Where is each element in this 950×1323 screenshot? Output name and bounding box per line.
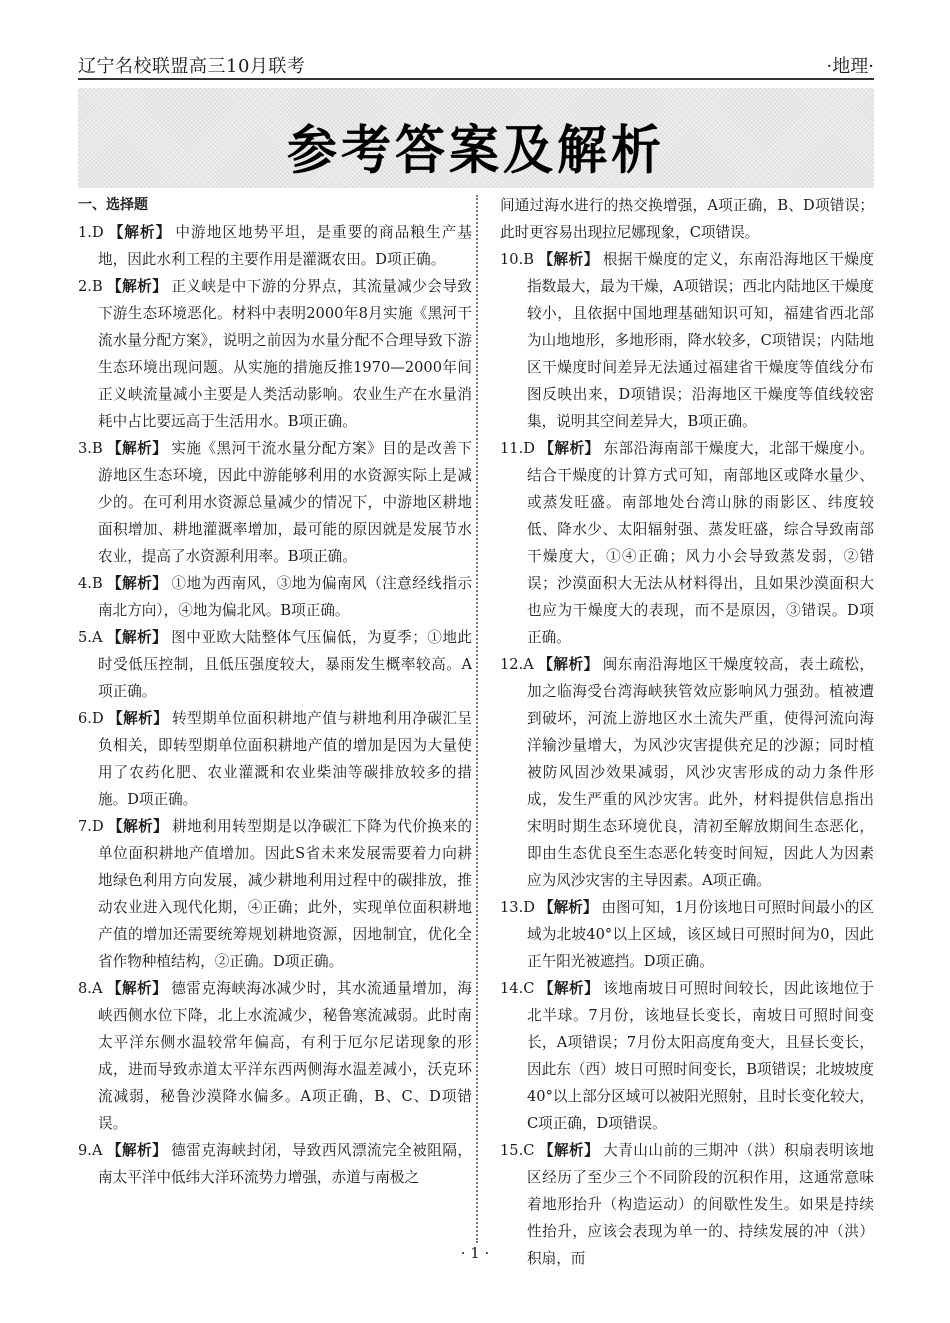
answer-item — [500, 246, 874, 435]
answer-letter: D — [91, 224, 104, 241]
answer-item — [78, 1137, 472, 1191]
answer-letter: D — [523, 440, 535, 457]
answer-letter: B — [91, 278, 103, 295]
question-number: 14. — [500, 980, 524, 997]
analysis-tag: 【解析】 — [107, 224, 172, 241]
page-title: 参考答案及解析 — [287, 119, 665, 181]
analysis-text: 正义峡是中下游的分界点，其流量减少会导致下游生态环境恶化。材料中表明2000年8月实施《黑河干流水量分配方案》，说明之前因为水量分配不合理导致下游生态环境出现问题。从实施的措施反推1970—2000年间正义峡流量减小主要是人类活动影响。农业生产在水量消耗中占比要远高于生活用水。B项正确。 — [98, 278, 472, 430]
answer-letter: D — [91, 818, 104, 835]
answer-letter: A — [91, 980, 103, 997]
analysis-text: 耕地利用转型期是以净碳汇下降为代价换来的单位面积耕地产值增加。因此S省未来发展需要着力向耕地绿色利用方向发展，减少耕地利用过程中的碳排放，推动农业进入现代化期，④正确；此外，实现单位面积耕地产值的增加还需要统筹规划耕地资源，因地制宜，优化全省作物种植结构，②正确。D项正确。 — [98, 818, 472, 970]
analysis-tag: 【解析】 — [537, 251, 599, 268]
question-number: 10. — [500, 251, 524, 268]
answer-item — [78, 570, 472, 624]
analysis-text: 转型期单位面积耕地产值与耕地利用净碳汇呈负相关，即转型期单位面积耕地产值的增加是因为大量使用了农药化肥、农业灌溉和农业柴油等碳排放较多的措施。D项正确。 — [98, 710, 472, 808]
analysis-tag: 【解析】 — [106, 980, 168, 997]
answer-item — [78, 219, 472, 273]
analysis-tag: 【解析】 — [106, 1142, 168, 1159]
answer-item — [500, 651, 874, 894]
question-number: 3. — [78, 440, 92, 457]
answer-letter: D — [91, 710, 104, 727]
analysis-text: 德雷克海峡海冰减少时，其水流通量增加，海峡西侧水位下降，北上水流减少，秘鲁寒流减弱。此时南太平洋东侧水温较常年偏高，有利于厄尔尼诺现象的形成，进而导致赤道太平洋东西两侧海水温差减小，沃克环流减弱，秘鲁沙漠降水偏多。A项正确，B、C、D项错误。 — [98, 980, 472, 1132]
analysis-tag: 【解析】 — [106, 629, 168, 646]
answer-letter: C — [523, 1142, 535, 1159]
page-number: · 1 · — [460, 1244, 490, 1262]
exam-name: 辽宁名校联盟高三10月联考 — [78, 56, 306, 77]
answer-item — [500, 894, 874, 975]
question-list-left — [78, 219, 472, 1191]
answer-letter: C — [523, 980, 535, 997]
answer-letter: B — [91, 575, 103, 592]
analysis-text: 德雷克海峡封闭，导致西风漂流完全被阻隔，南太平洋中低纬大洋环流势力增强，赤道与南极之 — [98, 1142, 472, 1186]
question-number: 12. — [500, 656, 524, 673]
analysis-text: ①地为西南风，③地为偏南风（注意经线指示南北方向），④地为偏北风。B项正确。 — [98, 575, 472, 619]
analysis-tag: 【解析】 — [538, 899, 598, 916]
analysis-tag: 【解析】 — [538, 440, 600, 457]
answer-letter: D — [523, 899, 535, 916]
page-header — [78, 50, 874, 80]
analysis-text: 大青山山前的三期冲（洪）积扇表明该地区经历了至少三个不同阶段的沉积作用，这通常意味着地形抬升（构造运动）的间歇性发生。如果是持续性抬升，应该会表现为单一的、持续发展的冲（洪）积扇，而 — [527, 1142, 874, 1267]
answer-letter: B — [91, 440, 103, 457]
analysis-text: 中游地区地势平坦，是重要的商品粮生产基地，因此水利工程的主要作用是灌溉农田。D项正确。 — [98, 224, 472, 268]
question-number: 7. — [78, 818, 92, 835]
answer-item — [78, 435, 472, 570]
analysis-text: 由图可知，1月份该地日可照时间最小的区域为北坡40°以上区域，该区域日可照时间为0，因此正午阳光被遮挡。D项正确。 — [527, 899, 874, 970]
analysis-tag: 【解析】 — [107, 818, 169, 835]
answer-item — [78, 273, 472, 435]
analysis-tag: 【解析】 — [106, 278, 168, 295]
question-number: 9. — [78, 1142, 92, 1159]
left-column — [78, 192, 472, 1191]
analysis-tag: 【解析】 — [106, 575, 168, 592]
subject-label: ·地理· — [826, 56, 874, 77]
answer-letter: A — [523, 656, 534, 673]
question-number: 2. — [78, 278, 92, 295]
analysis-text: 实施《黑河干流水量分配方案》目的是改善下游地区生态环境，因此中游能够利用的水资源实际上是减少的。在可利用水资源总量减少的情况下，中游地区耕地面积增加、耕地灌溉率增加，最可能的原因就是发展节水农业，提高了水资源利用率。B项正确。 — [98, 440, 472, 565]
answer-item — [78, 813, 472, 975]
answer-item — [500, 435, 874, 651]
answer-letter: A — [91, 629, 103, 646]
analysis-text: 东部沿海南部干燥度大，北部干燥度小。结合干燥度的计算方式可知，南部地区或降水量少、或蒸发旺盛。南部地处台湾山脉的雨影区、纬度较低、降水少、太阳辐射强、蒸发旺盛，综合导致南部干燥度大，①④正确；风力小会导致蒸发弱，②错误；沙漠面积大无法从材料得出，且如果沙漠面积大也应为干燥度大的表现，而不是原因，③错误。D项正确。 — [527, 440, 874, 646]
question-number: 8. — [78, 980, 92, 997]
question-number: 4. — [78, 575, 92, 592]
answer-letter: B — [523, 251, 534, 268]
analysis-text: 图中亚欧大陆整体气压偏低，为夏季；①地此时受低压控制，且低压强度较大，暴雨发生概率较高。A项正确。 — [98, 629, 472, 700]
question-number: 13. — [500, 899, 524, 916]
analysis-tag: 【解析】 — [537, 656, 599, 673]
section-title: 一、选择题 — [78, 197, 148, 213]
question-number: 5. — [78, 629, 92, 646]
answer-item — [500, 975, 874, 1137]
analysis-text: 该地南坡日可照时间较长，因此该地位于北半球。7月份，该地昼长变长，南坡日可照时间变长，A项错误；7月份太阳高度角变大，且昼长变长，因此东（西）坡日可照时间变长，B项错误；北坡坡度40°以上部分区域可以被阳光照射，且时长变化较大，C项正确，D项错误。 — [527, 980, 874, 1132]
analysis-tag: 【解析】 — [107, 710, 169, 727]
question-list-right — [500, 246, 874, 1272]
answer-item — [78, 975, 472, 1137]
question-number: 6. — [78, 710, 92, 727]
answer-letter: A — [91, 1142, 103, 1159]
question-number: 1. — [78, 224, 92, 241]
analysis-text: 闽东南沿海地区干燥度较高，表土疏松，加之临海受台湾海峡狭管效应影响风力强劲。植被遭到破坏，河流上游地区水土流失严重，使得河流向海洋输沙量增大，为风沙灾害提供充足的沙源；同时植被防风固沙效果减弱，风沙灾害形成的动力条件形成，发生严重的风沙灾害。此外，材料提供信息指出宋明时期生态环境优良，清初至解放期间生态恶化，即由生态优良至生态恶化转变时间短，因此人为因素应为风沙灾害的主导因素。A项正确。 — [527, 656, 874, 889]
continuation-text: 间通过海水进行的热交换增强，A项正确，B、D项错误；此时更容易出现拉尼娜现象，C项错误。 — [500, 197, 874, 241]
analysis-tag: 【解析】 — [538, 980, 600, 997]
right-column — [500, 192, 874, 1272]
analysis-text: 根据干燥度的定义，东南沿海地区干燥度指数最大，最为干燥，A项错误；西北内陆地区干燥度较小，且依据中国地理基础知识可知，福建省西北部为山地地形，多地形雨，降水较多，C项错误；内陆地区干燥度时间差异无法通过福建省干燥度等值线分布图反映出来，D项错误；沿海地区干燥度等值线较密集，说明其空间差异大，B项正确。 — [527, 251, 874, 430]
answer-item — [78, 705, 472, 813]
title-banner — [78, 88, 874, 188]
question-number: 15. — [500, 1142, 524, 1159]
analysis-tag: 【解析】 — [106, 440, 168, 457]
analysis-tag: 【解析】 — [538, 1142, 600, 1159]
question-number: 11. — [500, 440, 524, 457]
answer-item — [78, 624, 472, 705]
column-divider — [476, 195, 478, 1243]
